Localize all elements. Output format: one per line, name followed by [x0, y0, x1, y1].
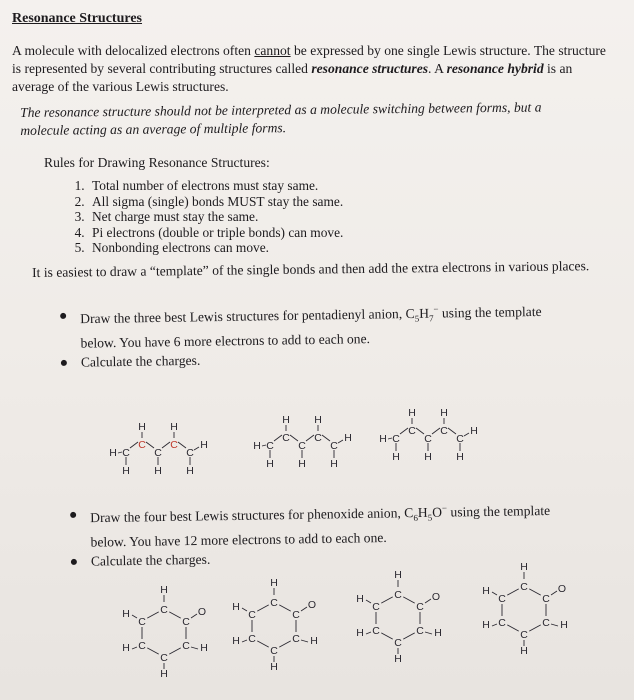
list-item: Calculate the charges.	[59, 345, 569, 372]
atom-h: H	[282, 414, 290, 426]
atom-c: C	[456, 433, 464, 445]
atom-h: H	[232, 635, 240, 647]
atom-c: C	[270, 645, 278, 657]
rule-item: 3. Net charge must stay the same.	[88, 209, 343, 225]
bond-line	[507, 625, 518, 631]
atom-c: C	[160, 652, 168, 664]
atom-c: C	[266, 440, 274, 452]
pentadienyl-template-3	[378, 408, 490, 466]
atom-h: H	[520, 645, 528, 657]
atom-o: O	[307, 599, 317, 611]
atom-h: H	[344, 432, 352, 444]
bond-line	[301, 607, 307, 611]
atom-c: C	[440, 425, 448, 437]
bond-line	[464, 433, 469, 436]
bond-line	[529, 589, 540, 595]
rule-item: 4. Pi electrons (double or triple bonds) can move.	[88, 225, 343, 241]
atom-h: H	[122, 465, 130, 477]
pentadienyl-template-1	[108, 422, 220, 480]
phenoxide-template-2	[228, 578, 326, 674]
bond-line	[425, 599, 431, 603]
bond-line	[492, 592, 497, 595]
phenoxide-skeleton	[122, 584, 208, 680]
atom-o: O	[557, 583, 567, 595]
atom-o: O	[197, 606, 207, 618]
bond-line	[322, 435, 330, 441]
atom-o: O	[431, 591, 441, 603]
atom-h: H	[186, 465, 194, 477]
atom-h: H	[122, 608, 130, 620]
phenoxide-template-1	[118, 585, 216, 681]
atom-c: C	[182, 640, 190, 652]
rule-item: 2. All sigma (single) bonds MUST stay the same.	[88, 194, 343, 210]
bond-line	[551, 591, 557, 595]
atom-c: C	[170, 439, 178, 451]
atom-h: H	[394, 653, 402, 665]
bond-line	[529, 625, 540, 631]
atom-h: H	[392, 451, 400, 463]
atom-h: H	[138, 421, 146, 433]
atom-h: H	[310, 635, 318, 647]
bond-line	[257, 605, 268, 611]
bond-line	[191, 614, 197, 618]
atom-c: C	[314, 432, 322, 444]
bond-line	[403, 633, 414, 639]
atom-h: H	[424, 451, 432, 463]
page-title: Resonance Structures	[12, 11, 143, 26]
bond-line	[492, 624, 497, 626]
atom-c: C	[138, 616, 146, 628]
atom-c: C	[292, 609, 300, 621]
atom-c: C	[408, 425, 416, 437]
atom-h: H	[298, 458, 306, 470]
rule-item: 5. Nonbonding electrons can move.	[88, 240, 343, 256]
rules-list	[70, 178, 343, 256]
bond-line	[169, 648, 180, 654]
bond-line	[147, 648, 158, 654]
atom-c: C	[160, 604, 168, 616]
atom-c: C	[138, 439, 146, 451]
pentadienyl-skeleton	[109, 421, 208, 477]
atom-h: H	[394, 569, 402, 581]
atom-h: H	[434, 627, 442, 639]
bond-line	[306, 435, 314, 441]
bond-line	[551, 624, 558, 626]
atom-h: H	[122, 642, 130, 654]
bond-line	[191, 647, 198, 649]
bond-line	[366, 600, 371, 603]
phenoxide-template-3	[352, 570, 450, 666]
bullet-icon	[60, 313, 66, 319]
intro-paragraph: A molecule with delocalized electrons often cannot be expressed by one single Lewis structure. The structure is represented by several contributing structures called resonance structures. A resonance hybrid is an average of the various Lewis structures.	[12, 43, 606, 94]
pentadienyl-skeleton	[253, 414, 352, 470]
bond-line	[194, 447, 199, 450]
bond-line	[381, 633, 392, 639]
atom-c: C	[248, 633, 256, 645]
bond-line	[279, 605, 290, 611]
bond-line	[381, 597, 392, 603]
bond-line	[416, 428, 424, 434]
atom-c: C	[282, 432, 290, 444]
atom-c: C	[372, 625, 380, 637]
atom-h: H	[456, 451, 464, 463]
atom-h: H	[232, 601, 240, 613]
atom-h: H	[200, 642, 208, 654]
term-resonance-structures: resonance structures	[311, 61, 429, 76]
atom-h: H	[356, 627, 364, 639]
list-item: Calculate the charges.	[69, 544, 579, 571]
atom-c: C	[330, 440, 338, 452]
atom-c: C	[520, 629, 528, 641]
atom-c: C	[154, 447, 162, 459]
atom-c: C	[248, 609, 256, 621]
atom-h: H	[154, 465, 162, 477]
bond-line	[290, 435, 298, 441]
pentadienyl-template-2	[252, 415, 364, 473]
rule-item: 1. Total number of electrons must stay same.	[88, 178, 343, 194]
bond-line	[169, 612, 180, 618]
atom-h: H	[440, 407, 448, 419]
atom-c: C	[392, 433, 400, 445]
cannot-emphasis: cannot	[254, 43, 291, 58]
atom-c: C	[498, 593, 506, 605]
atom-h: H	[408, 407, 416, 419]
atom-c: C	[394, 637, 402, 649]
atom-h: H	[253, 440, 261, 452]
atom-h: H	[109, 447, 117, 459]
atom-c: C	[182, 616, 190, 628]
bond-line	[279, 641, 290, 647]
bullet-icon	[71, 559, 77, 565]
atom-c: C	[542, 617, 550, 629]
atom-h: H	[330, 458, 338, 470]
atom-h: H	[266, 458, 274, 470]
bond-line	[146, 442, 154, 448]
bond-line	[257, 641, 268, 647]
bond-line	[425, 632, 432, 634]
atom-h: H	[470, 425, 478, 437]
term-resonance-hybrid: resonance hybrid	[446, 61, 544, 76]
atom-c: C	[298, 440, 306, 452]
bond-line	[242, 640, 247, 642]
bond-line	[242, 608, 247, 611]
italic-note: The resonance structure should not be interpreted as a molecule switching between forms, but a molecule acting as an average of multiple forms.	[20, 99, 542, 138]
phenoxide-template-4	[478, 562, 576, 658]
bond-line	[403, 597, 414, 603]
atom-c: C	[498, 617, 506, 629]
list-item: Draw the four best Lewis structures for phenoxide anion, $C_6H_5O^-$ using the template below. You have 12 more electrons to add to each one.	[68, 497, 579, 552]
bond-line	[178, 442, 186, 448]
atom-c: C	[542, 593, 550, 605]
bullet-icon	[61, 360, 67, 366]
atom-h: H	[560, 619, 568, 631]
phenoxide-instructions	[68, 497, 579, 571]
atom-h: H	[200, 439, 208, 451]
bond-line	[448, 428, 456, 434]
phenoxide-skeleton	[232, 577, 318, 673]
pentadienyl-instructions	[58, 298, 569, 372]
bullet-icon	[70, 512, 76, 518]
atom-c: C	[416, 625, 424, 637]
bond-line	[301, 640, 308, 642]
list-item: Draw the three best Lewis structures for pentadienyl anion, $C_5H_7^-$ using the template below. You have 6 more electrons to add to each one.	[58, 298, 569, 353]
bond-line	[432, 428, 440, 434]
atom-h: H	[482, 619, 490, 631]
phenoxide-skeleton	[356, 569, 442, 665]
atom-c: C	[292, 633, 300, 645]
atom-h: H	[520, 561, 528, 573]
atom-c: C	[520, 581, 528, 593]
rules-title: Rules for Drawing Resonance Structures:	[44, 155, 270, 170]
bond-line	[338, 440, 343, 443]
atom-h: H	[160, 584, 168, 596]
atom-h: H	[170, 421, 178, 433]
atom-h: H	[270, 661, 278, 673]
atom-h: H	[356, 593, 364, 605]
atom-c: C	[394, 589, 402, 601]
atom-h: H	[270, 577, 278, 589]
atom-c: C	[424, 433, 432, 445]
bond-line	[400, 428, 408, 434]
phenoxide-skeleton	[482, 561, 568, 657]
atom-c: C	[372, 601, 380, 613]
bond-line	[162, 442, 170, 448]
bond-line	[366, 632, 371, 634]
atom-c: C	[122, 447, 130, 459]
atom-c: C	[138, 640, 146, 652]
atom-h: H	[482, 585, 490, 597]
bond-line	[132, 615, 137, 618]
bond-line	[274, 435, 282, 441]
bond-line	[130, 442, 138, 448]
atom-h: H	[379, 433, 387, 445]
bond-line	[507, 589, 518, 595]
bond-line	[132, 647, 137, 649]
atom-c: C	[186, 447, 194, 459]
atom-c: C	[270, 597, 278, 609]
template-note: It is easiest to draw a “template” of the single bonds and then add the extra electrons in various places.	[32, 258, 590, 280]
atom-c: C	[416, 601, 424, 613]
pentadienyl-skeleton	[379, 407, 478, 463]
atom-h: H	[314, 414, 322, 426]
bond-line	[147, 612, 158, 618]
atom-h: H	[160, 668, 168, 680]
